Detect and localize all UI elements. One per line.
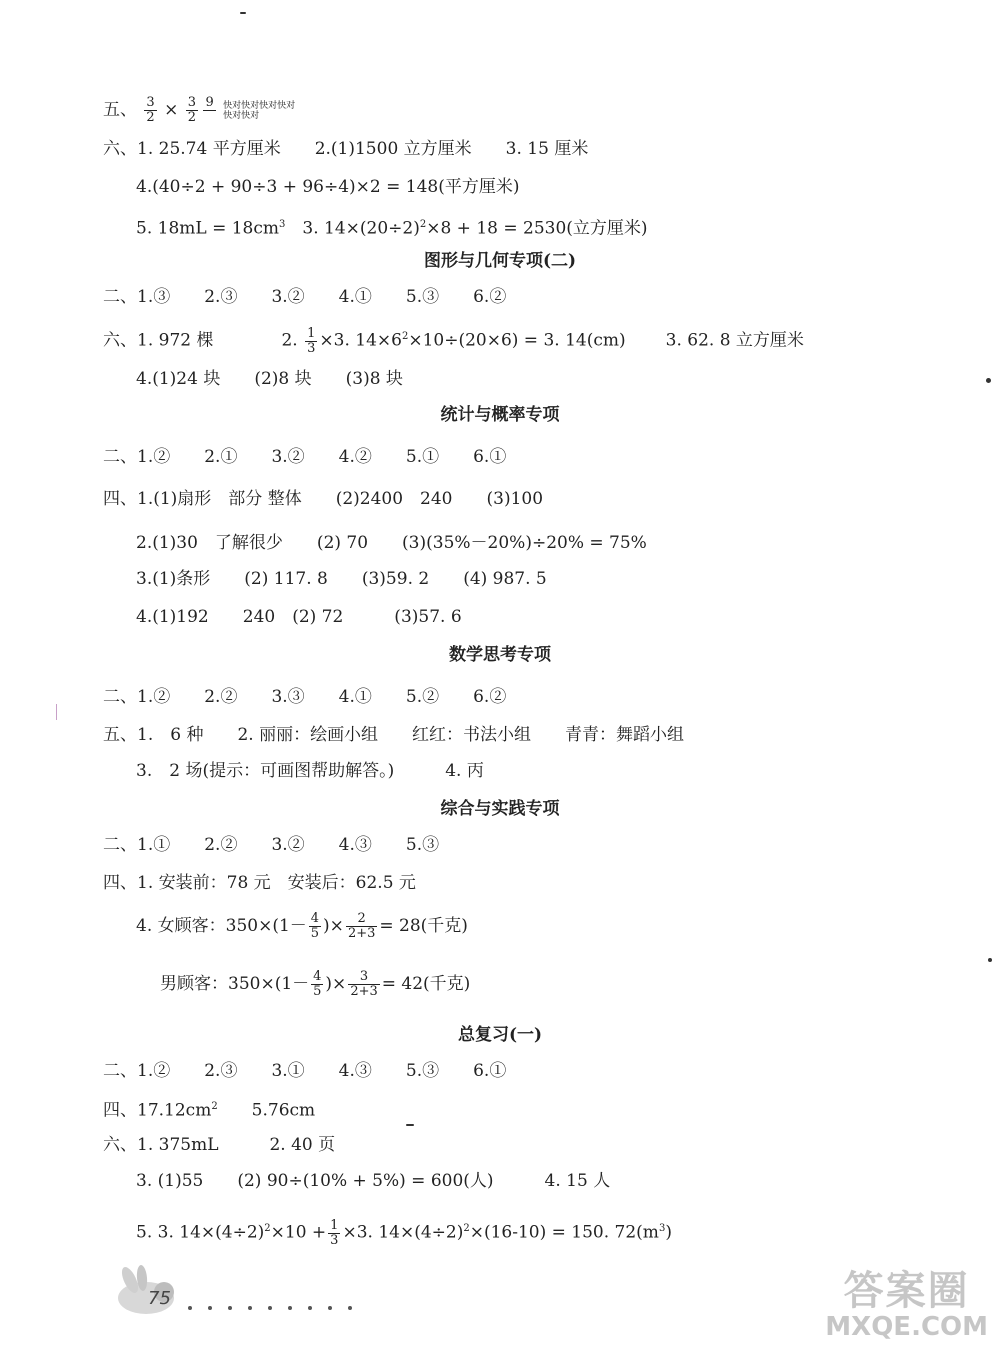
scan-dot	[240, 12, 246, 14]
answer-line-liu-3: 3. (1)55 (2) 90÷(10% + 5%) = 600(人) 4. 15 人	[136, 1171, 611, 1191]
scan-dot	[406, 1124, 414, 1126]
rabbit-icon	[108, 1262, 368, 1322]
answer-line-si-4-female: 4. 女顾客：350×(1－ $\frac{4}{5}$ )× $\frac{2}{2+3}$ = 28(千克)	[136, 911, 468, 941]
answer-line-liu-4: 4.(40÷2 + 90÷3 + 96÷4)×2 = 148(平方厘米)	[136, 177, 520, 197]
section-title: 综合与实践专项	[440, 799, 560, 819]
answer-line-er: 二、1.② 2.② 3.③ 4.① 5.② 6.②	[103, 687, 507, 707]
answer-line-liu-5: 5. $18mL = 18cm^3$ 3. $14\times(20\div 2)^2\times 8 + 18 = 2530$(立方厘米)	[136, 218, 648, 239]
answer-line-wu-1	[103, 96, 295, 125]
section-label: 五、	[103, 100, 137, 120]
answer-line-si-1: 四、1.(1)扇形 部分 整体 (2)2400 240 (3)100	[103, 489, 544, 509]
answer-line-si-4-male: 男顾客：350×(1－ $\frac{4}{5}$ )× $\frac{3}{2+3}$ = 42(千克)	[160, 969, 471, 999]
fraction-partial: 9	[205, 95, 214, 110]
answer-line-wu-1b: 五、1. 6 种 2. 丽丽：绘画小组 红红：书法小组 青青：舞蹈小组	[103, 725, 685, 745]
answer-line-wu-3: 3. 2 场(提示：可画图帮助解答。) 4. 丙	[136, 761, 484, 781]
fraction: $\frac{4}{5}$	[310, 911, 320, 941]
answer-line-er: 二、1.② 2.③ 3.① 4.③ 5.③ 6.①	[103, 1061, 507, 1081]
fraction: $\frac{1}{3}$	[330, 1217, 339, 1248]
fraction: $\frac{3}{2+3}$	[350, 969, 378, 999]
section-title: 数学思考专项	[449, 645, 551, 665]
margin-mark	[56, 704, 57, 720]
answer-line-er: 二、1.① 2.② 3.② 4.③ 5.③	[103, 835, 440, 855]
page-footer	[108, 1262, 368, 1322]
fraction: $\frac{2}{2+3}$	[347, 911, 376, 941]
fraction: $\frac{1}{3}$	[307, 325, 316, 356]
fraction: $\frac{3}{2}$	[187, 95, 197, 125]
answer-line-liu-5b: 5. 3. $14\times(4\div 2)^2\times 10$ + $\frac{1}{3}$ ×3. $14\times(4\div 2)^2\times(16-10) = 150$. $72(m^3)$	[136, 1217, 672, 1248]
fraction: $\frac{3}{2}$	[146, 95, 155, 125]
answer-line-liu-1b: 六、1. 375mL 2. 40 页	[103, 1135, 336, 1155]
watermark-stamp-text: 快对快对快对快对快对快对	[223, 100, 296, 121]
answer-line-liu-1: 六、1. 25.74 平方厘米 2.(1)1500 立方厘米 3. 15 厘米	[103, 139, 589, 159]
scan-dot	[988, 958, 992, 962]
answer-line-er: 二、1.② 2.① 3.② 4.② 5.① 6.①	[103, 447, 507, 467]
answer-line-si-4: 4.(1)192 240 (2) 72 (3)57. 6	[136, 607, 462, 627]
section-title: 图形与几何专项(二)	[423, 251, 577, 271]
answer-line-si-2: 2.(1)30 了解很少 (2) 70 (3)(35%－20%)÷20% = 75%	[136, 533, 647, 553]
answer-line-er: 二、1.③ 2.③ 3.② 4.① 5.③ 6.②	[103, 287, 507, 307]
answer-line-si-3: 3.(1)条形 (2) 117. 8 (3)59. 2 (4) 987. 5	[136, 569, 547, 589]
watermark-domain: MXQE.COM	[825, 1312, 988, 1342]
watermark	[825, 1269, 988, 1341]
fraction: $\frac{4}{5}$	[313, 969, 322, 999]
answer-line-si-1b: 四、1. 安装前：78 元 安装后：62.5 元	[103, 873, 416, 893]
answer-line-liu: 六、1. 972 棵 2. $\frac{1}{3}$ ×3. $14\times 6^2\times 10\div(20\times 6) = 3$. 14(cm) 3. 62. 8 立方厘米	[103, 325, 804, 356]
section-title: 总复习(一)	[457, 1025, 543, 1045]
page-number: 75	[148, 1288, 171, 1309]
scan-dot	[986, 378, 991, 383]
answer-line-si: 四、$17.12cm^2$ 5.76cm	[103, 1100, 316, 1121]
times-sign: ×	[164, 100, 179, 120]
section-title: 统计与概率专项	[440, 405, 560, 425]
watermark-title: 答案圈	[843, 1268, 970, 1314]
answer-line-liu-4b: 4.(1)24 块 (2)8 块 (3)8 块	[136, 369, 403, 389]
